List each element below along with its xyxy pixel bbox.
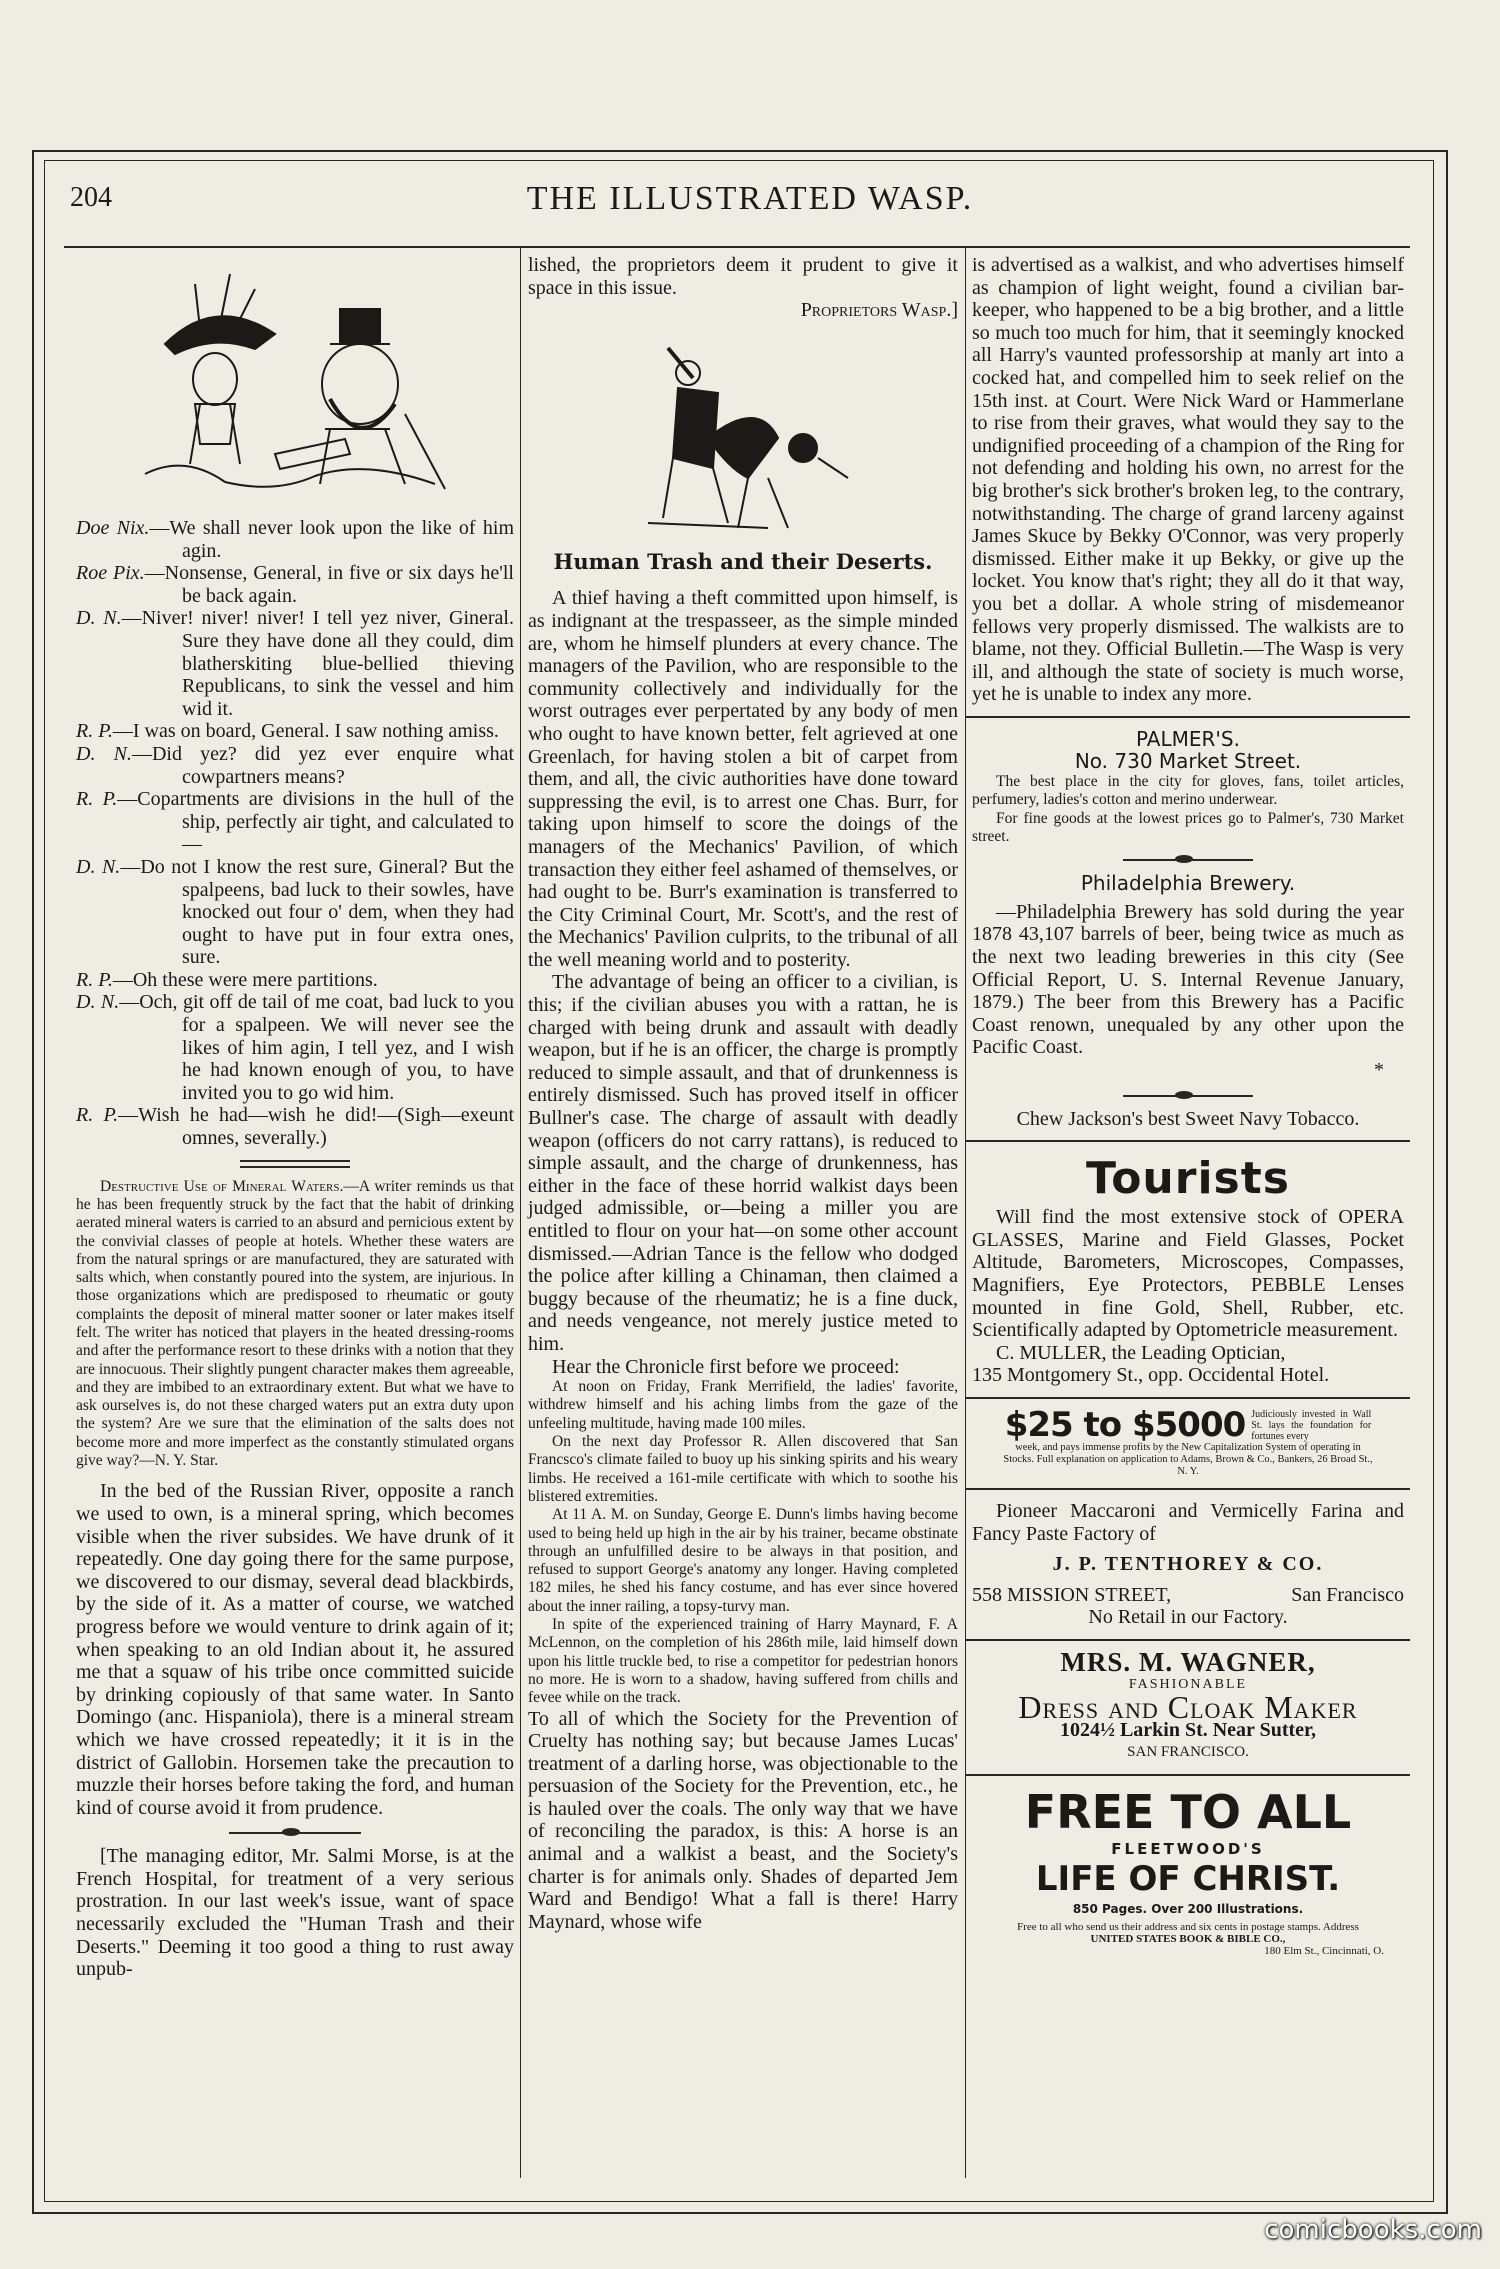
speaker: Doe Nix. (76, 517, 150, 539)
article-title: Human Trash and their Deserts. (553, 548, 933, 574)
quoted-paragraph: At noon on Friday, Frank Merrifield, the ladies' favorite, withdrew himself and his aching limbs from the gaze of the unfeeling multitude, having made 100 miles. (528, 1378, 958, 1432)
cartoon-two-generals (105, 254, 485, 509)
ad-free-sub: FLEETWOOD'S (1111, 1839, 1265, 1858)
dialogue-line: —Och, git off de tail of me coat, bad luck to you for a spalpeen. We will never see the likes of him agin, I tell yez, and I wish he had known enough of you, to have invited you to go wid him. (119, 991, 514, 1104)
section-divider (240, 1160, 350, 1168)
speaker: R. P. (76, 968, 113, 991)
page-number: 204 (70, 182, 112, 213)
ad-divider (966, 716, 1410, 718)
header-rule (64, 246, 1410, 248)
dialogue-line: —We shall never look upon the like of him agin. (149, 517, 514, 562)
article-paragraph: A thief having a theft committed upon himself, is as indignant at the trespasseer, as the simple minded are, whom he himself plunders at every chance. The managers of the Pavilion, who are responsible to the community collectively and individually for the worst outrages ever perpertated by any body of men who ought to have known better, felt agrieved at one Greenlach, for having stolen a bit of carpet from them, and all, the civic authorities have done toward suppressing the evil, is to arrest one Chas. Burr, for taking upon himself to score the doings of the managers of the Mechanics' Pavilion, of which transaction they either feel ashamed of themselves, or had ought to be. Burr's examination is transferred to the City Criminal Court, Mr. Scott's, and the rest of the Mechanics' Pavilion culprits, to the tribunal of all the well meaning world and to posterity. (528, 587, 958, 971)
ad-body: 135 Montgomery St., opp. Occidental Hotel. (972, 1364, 1330, 1387)
column-rule-1 (520, 248, 521, 2178)
article-paragraph: To all of which the Society for the Prevention of Cruelty has nothing say; but because James Lucas' treatment of a darling horse, was objectionable to the persuasion of the Society for the Prevention, etc., he is hauled over the coals. The only way that we have of reconciling the paradox, is this: A horse is an animal and a walkist a beast, and the Society's charter is for animals only. Shades of departed Jem Ward and Bendigo! What a fall is there! Harry Maynard, whose wife (528, 1707, 958, 1933)
dialogue-line: —Did yez? did yez ever enquire what cowpartners means? (131, 742, 514, 788)
dialogue-line: —Copartments are divisions in the hull of the ship, perfectly air tight, and calculated to— (117, 788, 514, 856)
ad-free-title: FREE TO ALL (1024, 1784, 1352, 1839)
ad-free-body: Free to all who send us their address and six cents in postage stamps. Address (1017, 1921, 1359, 1934)
column-rule-2 (965, 248, 966, 2178)
speaker: R. P. (76, 788, 118, 811)
ad-body: week, and pays immense profits by the New Capitalization System of operating in Stocks. Full explanation on application to Adams, Brown & Co., Bankers, 26 Broad St., N. Y. (1003, 1441, 1373, 1477)
running-title: THE ILLUSTRATED WASP. (526, 180, 974, 217)
ornament-divider (972, 1090, 1404, 1100)
speaker: R. P. (76, 720, 113, 743)
ad-body: No Retail in our Factory. (1088, 1606, 1288, 1629)
quoted-paragraph: On the next day Professor R. Allen discovered that San Francsco's climate failed to buoy up his sinking spirits and his weary limbs. He received a 161-mile certificate with which to soothe his blistered extremities. (528, 1433, 958, 1505)
article-paragraph: The advantage of being an officer to a civilian, is this; if the civilian abuses you with a rattan, he is charged with being drunk and assault with deadly weapon, but if he is an officer, the charge is promptly reduced to simple assault, and that of drunkenness is entirely dismissed. Such has proved itself in officer Bullner's case. The charge of assault with deadly weapon (officers do not carry rattans), is reduced to simple assault, and the charge of drunkenness, has either in the face of these horrid walkist days been judged admissible, or—being a miller you are entitled to flour on your hat—on some other account dismissed.—Adrian Tance is the fellow who dodged the police after killing a Chinaman, then claimed a buggy because of the rheumatiz; he is a fine duck, and needs vengeance, not merely justice meted to him. (528, 971, 958, 1355)
dialogue-line: —Nonsense, General, in five or six days he'll be back again. (144, 562, 514, 607)
speaker: R. P. (76, 1104, 119, 1127)
ad-subtitle: FASHIONABLE (1128, 1676, 1248, 1692)
speaker: D. N. (76, 991, 120, 1014)
ad-star: * (1374, 1059, 1384, 1081)
ad-free-address: 180 Elm St., Cincinnati, O. (1264, 1945, 1384, 1958)
ad-address: 1024½ Larkin St. Near Sutter, (1059, 1718, 1317, 1741)
speaker: D. N. (76, 607, 122, 630)
ad-divider (966, 1488, 1410, 1490)
ad-body: For fine goods at the lowest prices go to Palmer's, 730 Market street. (972, 809, 1404, 845)
ad-body: Will find the most extensive stock of OPERA GLASSES, Marine and Field Glasses, Pocket Altitude, Barometers, Microscopes, Compasses, Magnifiers, Eye Protectors, PEBBLE Lenses mounted in fine Gold, Shell, Rubber, etc. Scientifically adapted by Optometricle measurement. (972, 1206, 1404, 1342)
dialogue-line: —Niver! niver! niver! I tell yez niver, Gineral. Sure they have done all they could, dim blatherskiting blue-bellied thieving Republicans, to sink the vessel and him wid it. (121, 607, 514, 720)
ad-company: J. P. TENTHOREY & CO. (1052, 1553, 1324, 1576)
ad-title-tourists: Tourists (1086, 1153, 1290, 1205)
ad-side-text: Judiciously invested in Wall St. lays the foundation for fortunes every (1251, 1408, 1372, 1442)
article-heading: Destructive Use of Mineral Waters. (100, 1177, 344, 1195)
ad-body: Pioneer Maccaroni and Vermicelly Farina and Fancy Paste Factory of (972, 1499, 1404, 1545)
ad-amount: $25 to $5000 (1004, 1405, 1246, 1446)
column-1 (76, 254, 514, 1981)
ad-divider (966, 1639, 1410, 1641)
speaker: Roe Pix. (76, 562, 145, 585)
ad-tobacco: Chew Jackson's best Sweet Navy Tobacco. (1016, 1107, 1360, 1130)
ad-body: The best place in the city for gloves, fans, toilet articles, perfumery, ladies's cotton and merino underwear. (972, 773, 1404, 809)
column-3 (972, 254, 1404, 1957)
continued-text: lished, the proprietors deem it prudent to give it space in this issue. (528, 254, 958, 299)
ad-title-brewery: Philadelphia Brewery. (1080, 871, 1296, 896)
dialogue-line: —Oh these were mere partitions. (112, 968, 378, 991)
ad-address: 558 MISSION STREET, (972, 1583, 1172, 1606)
dialogue-line: —Wish he had—wish he did!—(Sigh—exeunt omnes, severally.) (118, 1104, 515, 1150)
ad-divider (966, 1140, 1410, 1142)
ad-address-palmers: No. 730 Market Street. (1074, 749, 1302, 774)
ad-divider (966, 1774, 1410, 1776)
article-paragraph: Hear the Chronicle first before we proceed: (552, 1355, 900, 1378)
quoted-paragraph: In spite of the experienced training of Harry Maynard, F. A McLennon, on the completion of his 286th mile, laid himself down upon his little truckle bed, to rise a competitor for pedestrian honors no more. He is worn to a shadow, having suffered from chills and fevee while on the track. (528, 1616, 958, 1707)
watermark-label: comicbooks.com (1264, 2215, 1482, 2245)
signature: Proprietors Wasp.] (800, 299, 958, 322)
ad-free-book: LIFE OF CHRIST. (1035, 1859, 1341, 1900)
speaker: D. N. (76, 742, 132, 765)
ad-city: San Francisco (1291, 1583, 1404, 1606)
article-body: —A writer reminds us that he has been frequently struck by the fact that the habit of drinking aerated mineral waters is carried to an absurd and pernicious extent by the convivial classes of people at hotels. Whether these waters are from the natural springs or are manufactured, they are saturated with salts which, when constantly poured into the system, are injurious. In those organizations which are predisposed to rheumatic or gouty complaints the deposit of mineral matter sooner or later makes itself felt. The writer has noticed that players in the heated dressing-rooms and after the performance resort to these drinks with a notion that they are innocuous. Their slightly pungent character makes them agreeable, and they are imbibed to an extraordinary extent. But what we have to ask ourselves is, do not these charged waters put an extra duty upon the system? Are we sure that the elimination of the salts does not become more and more imperfect as the constantly stimulated organs give way?—N. Y. Star. (76, 1177, 514, 1470)
editor-note: [The managing editor, Mr. Salmi Morse, is at the French Hospital, for treatment of a very serious prostration. In our last week's issue, want of space necessarily excluded the "Human Trash and their Deserts." Deeming it too good a thing to rust away unpub- (76, 1845, 514, 1981)
ornament-divider (76, 1827, 514, 1837)
dialogue-line: —I was on board, General. I saw nothing amiss. (112, 720, 499, 743)
dialogue-line: —Do not I know the rest sure, Gineral? But the spalpeens, bad luck to their sowles, have knocked out four o' dem, when they had ought to have put in four extra ones, sure. (120, 855, 514, 969)
column-2 (528, 254, 958, 1933)
article-paragraph: is advertised as a walkist, and who advertises himself as champion of light weight, found a civilian bar-keeper, who happened to be a big brother, and a little so much too much for him, that it seemingly knocked all Harry's vaunted professorship at manly art into a cocked hat, and compelled him to seek relief on the 15th inst. at Court. Were Nick Ward or Hammerlane to rise from their graves, what would they say to the undignified proceeding of a champion of the Ring for not defending and holding his own, no arrest for the big brother's sick brother's broken leg, to the contrary, notwithstanding. The charge of grand larceny against James Skuce by Bekky O'Connor, was very properly dismissed. Either make it up Bekky, or give up the locket. You know that's right; they all do it that way, you bet a dollar. A whole string of misdemeanor fellows very properly dismissed. The walkists are to blame, not they. Official Bulletin.—The Wasp is very ill, and although the state of society is much worse, yet he is unable to index any more. (972, 254, 1404, 706)
article-paragraph: In the bed of the Russian River, opposite a ranch we used to own, is a mineral spring, which becomes visible when the river subsides. We have drunk of it repeatedly. One day going there for the same purpose, we discovered to our dismay, several dead blackbirds, by the side of it. As a matter of course, we watched progress before we would venture to drink again of it; when speaking to an old Indian about it, he assured me that a squaw of his tribe once committed suicide by drinking copiously of that same water. In Santo Domingo (anc. Hispaniola), there is a mineral stream which we have crossed repeatedly; it it is in the district of Gallobin. Horsemen take the precaution to muzzle their horses before taking the ford, and human kind of course avoid it from prudence. (76, 1480, 514, 1819)
ad-title-wagner: MRS. M. WAGNER, (1060, 1646, 1316, 1677)
ad-city: SAN FRANCISCO. (1127, 1744, 1249, 1761)
ornament-divider (972, 854, 1404, 864)
ad-body: —Philadelphia Brewery has sold during the year 1878 43,107 barrels of beer, being twice as much as the next two leading breweries in this city (See Official Report, U. S. Internal Revenue January, 1879.) The beer from this Brewery has a Pacific Coast renown, unequaled by any other upon the Pacific Coast. (972, 900, 1404, 1059)
ad-divider (966, 1397, 1410, 1399)
ad-body: C. MULLER, the Leading Optician, (996, 1341, 1286, 1364)
ad-title-palmers: PALMER'S. (1136, 726, 1240, 751)
ad-dressmaker: Dress and Cloak Maker (1018, 1689, 1358, 1726)
spanking-illustration (618, 328, 868, 543)
quoted-paragraph: At 11 A. M. on Sunday, George E. Dunn's limbs having become used to being held up high in the air by his trainer, became obstinate through an unfulfilled desire to be always in that position, and refused to support George's anatomy any longer. Having completed 182 miles, he shed his fancy costume, and has ever since hovered about the inner railing, a topsy-turvy man. (528, 1506, 958, 1615)
ad-free-pages: 850 Pages. Over 200 Illustrations. (1072, 1902, 1304, 1917)
ad-free-company: UNITED STATES BOOK & BIBLE CO., (1090, 1933, 1286, 1946)
ad-investment (972, 1405, 1404, 1446)
speaker: D. N. (76, 855, 121, 878)
